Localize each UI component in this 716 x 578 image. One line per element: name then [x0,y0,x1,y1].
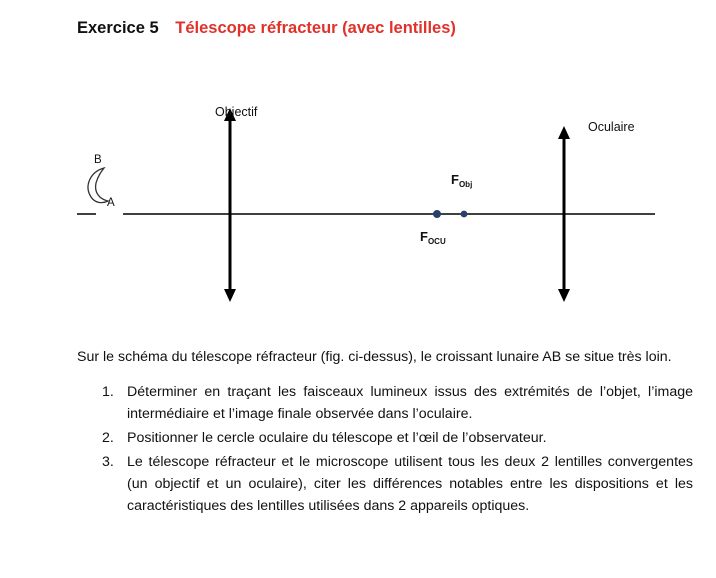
objective-lens [224,108,236,302]
question-item [77,451,693,517]
question-number: 3. [102,454,114,470]
question-number: 2. [102,430,114,446]
question-text: Déterminer en traçant les faisceaux lumineux issus des extrémités de l’objet, l’image intermédiaire et l’image finale observée dans l’oculaire. [127,384,693,422]
focal-ocu-label [420,229,446,246]
question-item [77,427,693,449]
focal-point-ocu [433,210,441,218]
question-text: Le télescope réfracteur et le microscope utilisent tous les deux 2 lentilles convergentes (un objectif et un oculaire), citer les différences notables entre les dispositions et les caractéristiques des lentilles utilisées dans 2 appareils optiques. [127,454,693,514]
eyepiece-label: Oculaire [588,120,635,134]
exercise-title: Télescope réfracteur (avec lentilles) [175,19,456,37]
crescent-moon-icon [88,168,108,203]
point-a-label: A [107,197,115,209]
question-item [77,381,693,425]
telescope-diagram [0,90,716,310]
focal-point-obj [461,211,468,218]
focal-ocu-sub: OCU [427,237,446,246]
objective-label: Objectif [215,105,258,119]
exercise-number: Exercice 5 [77,19,159,37]
point-b-label: B [94,154,102,166]
question-list [77,381,693,519]
exercise-heading [77,19,456,38]
question-text: Positionner le cercle oculaire du télescope et l’œil de l’observateur. [127,430,547,446]
intro-paragraph: Sur le schéma du télescope réfracteur (fig. ci-dessus), le croissant lunaire AB se situe très loin. [77,349,672,365]
focal-obj-main: F [451,172,459,187]
focal-ocu-main: F [420,229,428,244]
focal-obj-label [451,172,472,189]
focal-obj-sub: Obj [458,180,473,189]
question-number: 1. [102,384,114,400]
